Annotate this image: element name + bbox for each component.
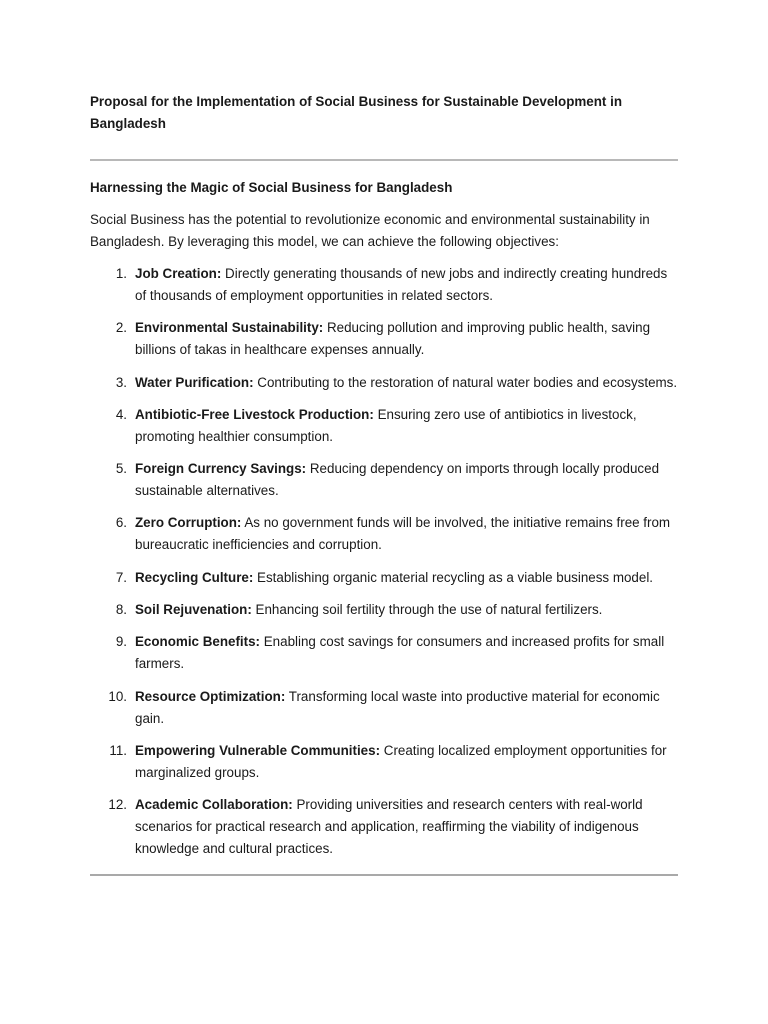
list-item-text: Directly generating thousands of new jobs and indirectly creating hundreds of thousands of employment opportunities in related sectors.	[135, 266, 668, 303]
list-item	[90, 686, 678, 730]
list-item-text: As no government funds will be involved, the initiative remains free from bureaucratic inefficiencies and corruption.	[135, 515, 671, 553]
list-item-body	[135, 740, 678, 784]
list-item-body	[135, 404, 678, 448]
list-item-term: Recycling Culture:	[135, 569, 254, 585]
list-item	[90, 512, 678, 556]
list-item-body	[135, 458, 678, 502]
list-item-term: Job Creation:	[135, 266, 222, 281]
document-title: Proposal for the Implementation of Social Business for Sustainable Development in Bangladesh	[90, 94, 623, 131]
list-item-number: 1.	[115, 266, 127, 281]
list-item-text: Ensuring zero use of antibiotics in livestock, promoting healthier consumption.	[135, 406, 637, 444]
list-item	[90, 404, 678, 448]
list-item	[90, 317, 678, 361]
list-item-text: Enhancing soil fertility through the use of natural fertilizers.	[255, 602, 603, 618]
list-item-number: 5.	[115, 461, 127, 477]
list-item-text: Reducing dependency on imports through locally produced sustainable alternatives.	[135, 461, 660, 499]
list-item-term: Resource Optimization:	[135, 688, 286, 704]
list-item-term: Water Purification:	[135, 374, 254, 390]
list-item-text: Creating localized employment opportunities for marginalized groups.	[135, 742, 667, 780]
list-item-body	[135, 317, 678, 361]
list-item-term: Economic Benefits:	[135, 634, 261, 650]
list-item-number: 2.	[115, 320, 127, 336]
list-item-number: 9.	[115, 634, 127, 650]
list-item	[90, 740, 678, 784]
list-item-number: 4.	[115, 406, 127, 422]
list-item	[90, 458, 678, 502]
list-item-text: Contributing to the restoration of natural water bodies and ecosystems.	[257, 374, 678, 390]
list-item-body	[135, 567, 678, 589]
list-item-body	[135, 263, 678, 307]
list-item-body	[135, 512, 678, 556]
list-item-body	[135, 794, 678, 860]
list-item	[90, 372, 678, 394]
list-item-body	[135, 686, 678, 730]
list-item-text: Establishing organic material recycling as a viable business model.	[257, 569, 654, 585]
list-item-term: Soil Rejuvenation:	[135, 602, 252, 618]
list-item-number: 8.	[115, 602, 127, 618]
objectives-list	[90, 263, 678, 860]
section-heading: Harnessing the Magic of Social Business for Bangladesh	[90, 180, 453, 195]
list-item	[90, 599, 678, 621]
list-item-term: Foreign Currency Savings:	[135, 461, 307, 477]
list-item-term: Academic Collaboration:	[135, 797, 293, 813]
list-item-body	[135, 372, 678, 394]
top-divider	[90, 159, 678, 161]
list-item	[90, 631, 678, 675]
list-item-text: Reducing pollution and improving public health, saving billions of takas in healthcare expenses annually.	[135, 320, 651, 358]
list-item	[90, 263, 678, 307]
list-item-body	[135, 631, 678, 675]
list-item-number: 10.	[108, 688, 127, 704]
list-item-term: Zero Corruption:	[135, 515, 242, 531]
list-item-term: Empowering Vulnerable Communities:	[135, 742, 381, 758]
bottom-divider	[90, 874, 678, 876]
list-item-number: 6.	[115, 515, 127, 531]
list-item-number: 11.	[109, 742, 127, 758]
list-item-term: Environmental Sustainability:	[135, 320, 324, 336]
list-item-body	[135, 599, 678, 621]
list-item	[90, 794, 678, 860]
list-item-number: 3.	[115, 374, 127, 390]
list-item-number: 12.	[108, 797, 127, 813]
list-item-text: Providing universities and research centers with real-world scenarios for practical research and application, reaffirming the viability of indigenous knowledge and cultural practices.	[135, 797, 643, 857]
list-item-text: Transforming local waste into productive material for economic gain.	[135, 688, 660, 726]
intro-paragraph: Social Business has the potential to revolutionize economic and environmental sustainability in Bangladesh. By leveraging this model, we can achieve the following objectives:	[90, 212, 650, 249]
list-item-number: 7.	[115, 569, 127, 585]
list-item	[90, 567, 678, 589]
list-item-text: Enabling cost savings for consumers and increased profits for small farmers.	[135, 634, 665, 672]
list-item-term: Antibiotic-Free Livestock Production:	[135, 406, 374, 422]
